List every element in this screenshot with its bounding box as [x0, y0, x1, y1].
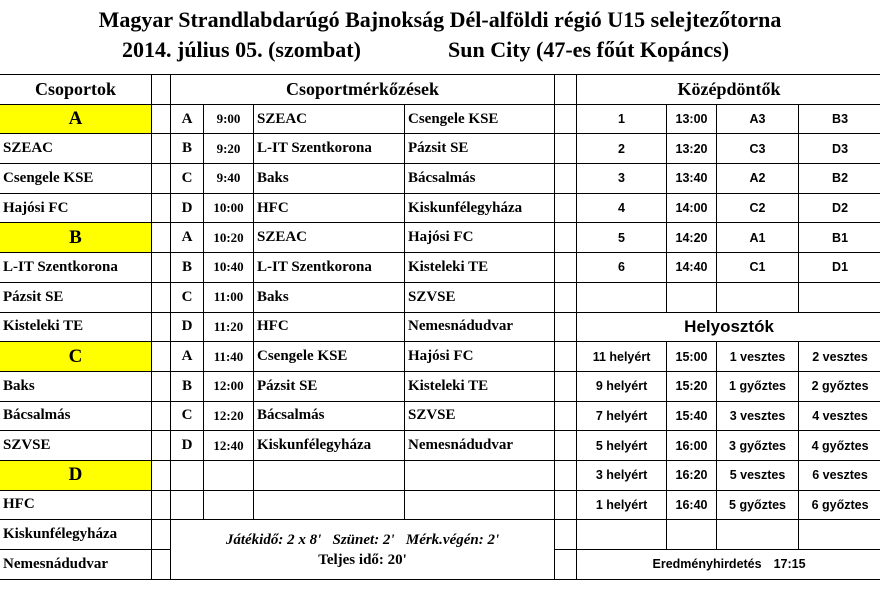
placement-time: 16:20: [667, 460, 717, 490]
game-time-line: Játékidő: 2 x 8' Szünet: 2' Mérk.végén: 2': [225, 531, 500, 548]
placement-place: 11 helyért: [577, 342, 667, 372]
placement-time: 16:00: [667, 431, 717, 461]
match-home: HFC: [254, 312, 405, 342]
placement-home: 1 győztes: [717, 371, 799, 401]
match-home: Kiskunfélegyháza: [254, 431, 405, 461]
semifinal-time: 13:20: [667, 134, 717, 164]
table-row: [0, 431, 880, 461]
semifinal-no: 3: [577, 164, 667, 194]
table-row: [0, 460, 880, 490]
match-group: A: [171, 104, 204, 134]
spacer-cell: [152, 282, 171, 312]
match-time: 12:40: [204, 431, 254, 461]
match-away: Nemesnádudvar: [405, 312, 555, 342]
spacer-cell: [152, 312, 171, 342]
placement-home: 5 vesztes: [717, 460, 799, 490]
match-away: Pázsit SE: [405, 134, 555, 164]
page-title: Magyar Strandlabdarúgó Bajnokság Dél-alföldi régió U15 selejtezőtorna: [98, 7, 782, 32]
placement-away: 2 győztes: [799, 371, 880, 401]
match-group: B: [171, 253, 204, 283]
semifinal-away: D3: [799, 134, 880, 164]
group-team: Bácsalmás: [0, 401, 152, 431]
placement-away: 6 vesztes: [799, 460, 880, 490]
match-group: D: [171, 431, 204, 461]
group-team: Nemesnádudvar: [0, 550, 152, 580]
match-group: B: [171, 371, 204, 401]
empty-cell: [799, 282, 880, 312]
empty-cell: [799, 520, 880, 550]
empty-cell: [717, 520, 799, 550]
match-home: SZEAC: [254, 223, 405, 253]
placement-place: 7 helyért: [577, 401, 667, 431]
spacer-cell: [152, 164, 171, 194]
groups-heading: Csoportok: [0, 75, 152, 105]
semifinal-no: 4: [577, 193, 667, 223]
spacer-cell: [152, 134, 171, 164]
group-label: B: [0, 223, 152, 253]
spacer-cell: [152, 550, 171, 580]
match-away: Kiskunfélegyháza: [405, 193, 555, 223]
semifinal-no: 5: [577, 223, 667, 253]
match-away: Nemesnádudvar: [405, 431, 555, 461]
match-home: HFC: [254, 193, 405, 223]
empty-cell: [577, 282, 667, 312]
group-label: A: [0, 104, 152, 134]
placement-time: 15:40: [667, 401, 717, 431]
spacer-cell: [555, 371, 577, 401]
ceremony-time: 17:15: [773, 557, 806, 572]
spacer-cell: [555, 193, 577, 223]
spacer-cell: [152, 401, 171, 431]
group-team: Pázsit SE: [0, 282, 152, 312]
spacer-cell: [152, 223, 171, 253]
semifinal-home: A1: [717, 223, 799, 253]
empty-cell: [405, 460, 555, 490]
empty-cell: [667, 282, 717, 312]
spacer-cell: [555, 401, 577, 431]
semifinal-time: 13:40: [667, 164, 717, 194]
match-group: D: [171, 312, 204, 342]
spacer-cell: [555, 282, 577, 312]
table-row: [0, 371, 880, 401]
spacer-cell: [555, 550, 577, 580]
placement-home: 1 vesztes: [717, 342, 799, 372]
table-row: [0, 253, 880, 283]
group-team: SZEAC: [0, 134, 152, 164]
semifinal-away: D1: [799, 253, 880, 283]
table-header-row: [0, 75, 880, 105]
spacer-cell: [152, 431, 171, 461]
group-team: Csengele KSE: [0, 164, 152, 194]
match-group: C: [171, 401, 204, 431]
placement-away: 4 győztes: [799, 431, 880, 461]
match-away: Bácsalmás: [405, 164, 555, 194]
placement-home: 3 vesztes: [717, 401, 799, 431]
semifinal-home: C2: [717, 193, 799, 223]
semifinal-no: 6: [577, 253, 667, 283]
spacer-cell: [152, 253, 171, 283]
match-away: Csengele KSE: [405, 104, 555, 134]
match-away: Kisteleki TE: [405, 371, 555, 401]
table-row: [0, 312, 880, 342]
group-team: Hajósi FC: [0, 193, 152, 223]
placement-away: 6 győztes: [799, 490, 880, 520]
spacer-cell: [152, 104, 171, 134]
table-row: [0, 282, 880, 312]
placement-place: 1 helyért: [577, 490, 667, 520]
group-team: L-IT Szentkorona: [0, 253, 152, 283]
semifinal-time: 13:00: [667, 104, 717, 134]
spacer-cell: [555, 431, 577, 461]
match-time: 9:00: [204, 104, 254, 134]
game-time-info: [171, 520, 555, 579]
spacer-cell: [555, 460, 577, 490]
match-home: L-IT Szentkorona: [254, 134, 405, 164]
match-home: L-IT Szentkorona: [254, 253, 405, 283]
spacer-cell: [152, 460, 171, 490]
placement-place: 5 helyért: [577, 431, 667, 461]
table-row: [0, 223, 880, 253]
match-time: 10:40: [204, 253, 254, 283]
placement-time: 16:40: [667, 490, 717, 520]
schedule-table: [0, 74, 880, 580]
match-time: 10:20: [204, 223, 254, 253]
semifinal-time: 14:20: [667, 223, 717, 253]
table-row: [0, 490, 880, 520]
spacer-cell: [555, 312, 577, 342]
match-away: Hajósi FC: [405, 342, 555, 372]
ceremony-cell: [577, 550, 880, 580]
match-away: Kisteleki TE: [405, 253, 555, 283]
group-label: D: [0, 460, 152, 490]
ceremony-label: Eredményhirdetés: [652, 557, 762, 572]
spacer-cell: [152, 193, 171, 223]
spacer-cell: [555, 520, 577, 550]
table-row: [0, 164, 880, 194]
placement-heading: Helyosztók: [577, 312, 880, 342]
match-group: B: [171, 134, 204, 164]
match-group: C: [171, 164, 204, 194]
table-row: [0, 104, 880, 134]
spacer-cell: [555, 134, 577, 164]
semifinal-no: 2: [577, 134, 667, 164]
empty-cell: [717, 282, 799, 312]
match-group: D: [171, 193, 204, 223]
spacer-cell: [555, 75, 577, 105]
match-group: A: [171, 223, 204, 253]
empty-cell: [171, 490, 204, 520]
empty-cell: [204, 460, 254, 490]
table-row: [0, 520, 880, 550]
semifinal-away: D2: [799, 193, 880, 223]
empty-cell: [204, 490, 254, 520]
placement-away: 2 vesztes: [799, 342, 880, 372]
match-time: 12:20: [204, 401, 254, 431]
event-venue: Sun City (47-es főút Kopáncs): [448, 37, 730, 62]
semifinal-time: 14:40: [667, 253, 717, 283]
semifinal-away: B1: [799, 223, 880, 253]
group-matches-heading: Csoportmérkőzések: [171, 75, 555, 105]
placement-place: 9 helyért: [577, 371, 667, 401]
spacer-cell: [152, 520, 171, 550]
match-home: Bácsalmás: [254, 401, 405, 431]
match-home: Pázsit SE: [254, 371, 405, 401]
table-row: [0, 193, 880, 223]
empty-cell: [577, 520, 667, 550]
semifinal-home: C3: [717, 134, 799, 164]
table-row: [0, 342, 880, 372]
match-time: 9:40: [204, 164, 254, 194]
spacer-cell: [152, 75, 171, 105]
placement-place: 3 helyért: [577, 460, 667, 490]
empty-cell: [171, 460, 204, 490]
group-team: Baks: [0, 371, 152, 401]
table-row: [0, 401, 880, 431]
match-away: SZVSE: [405, 282, 555, 312]
match-home: Baks: [254, 282, 405, 312]
match-away: SZVSE: [405, 401, 555, 431]
match-group: A: [171, 342, 204, 372]
semifinal-time: 14:00: [667, 193, 717, 223]
spacer-cell: [555, 223, 577, 253]
semifinal-home: A3: [717, 104, 799, 134]
placement-time: 15:00: [667, 342, 717, 372]
match-home: Csengele KSE: [254, 342, 405, 372]
spacer-cell: [555, 104, 577, 134]
semifinal-home: A2: [717, 164, 799, 194]
spacer-cell: [152, 342, 171, 372]
group-team: SZVSE: [0, 431, 152, 461]
group-team: Kiskunfélegyháza: [0, 520, 152, 550]
semifinal-away: B3: [799, 104, 880, 134]
spacer-cell: [152, 490, 171, 520]
semifinal-away: B2: [799, 164, 880, 194]
spacer-cell: [555, 490, 577, 520]
total-time-line: Teljes idő: 20': [318, 551, 407, 568]
match-time: 11:00: [204, 282, 254, 312]
match-group: C: [171, 282, 204, 312]
placement-away: 4 vesztes: [799, 401, 880, 431]
empty-cell: [405, 490, 555, 520]
placement-time: 15:20: [667, 371, 717, 401]
match-home: Baks: [254, 164, 405, 194]
group-team: HFC: [0, 490, 152, 520]
spacer-cell: [152, 371, 171, 401]
group-label: C: [0, 342, 152, 372]
semifinal-no: 1: [577, 104, 667, 134]
semifinal-home: C1: [717, 253, 799, 283]
spacer-cell: [555, 253, 577, 283]
empty-cell: [254, 490, 405, 520]
match-time: 11:40: [204, 342, 254, 372]
event-date: 2014. július 05. (szombat): [122, 37, 361, 62]
empty-cell: [667, 520, 717, 550]
match-time: 11:20: [204, 312, 254, 342]
semifinals-heading: Középdöntők: [577, 75, 880, 105]
match-time: 12:00: [204, 371, 254, 401]
match-time: 10:00: [204, 193, 254, 223]
match-away: Hajósi FC: [405, 223, 555, 253]
spacer-cell: [555, 164, 577, 194]
group-team: Kisteleki TE: [0, 312, 152, 342]
spacer-cell: [555, 342, 577, 372]
placement-home: 3 győztes: [717, 431, 799, 461]
placement-home: 5 győztes: [717, 490, 799, 520]
match-home: SZEAC: [254, 104, 405, 134]
table-row: [0, 134, 880, 164]
empty-cell: [254, 460, 405, 490]
match-time: 9:20: [204, 134, 254, 164]
